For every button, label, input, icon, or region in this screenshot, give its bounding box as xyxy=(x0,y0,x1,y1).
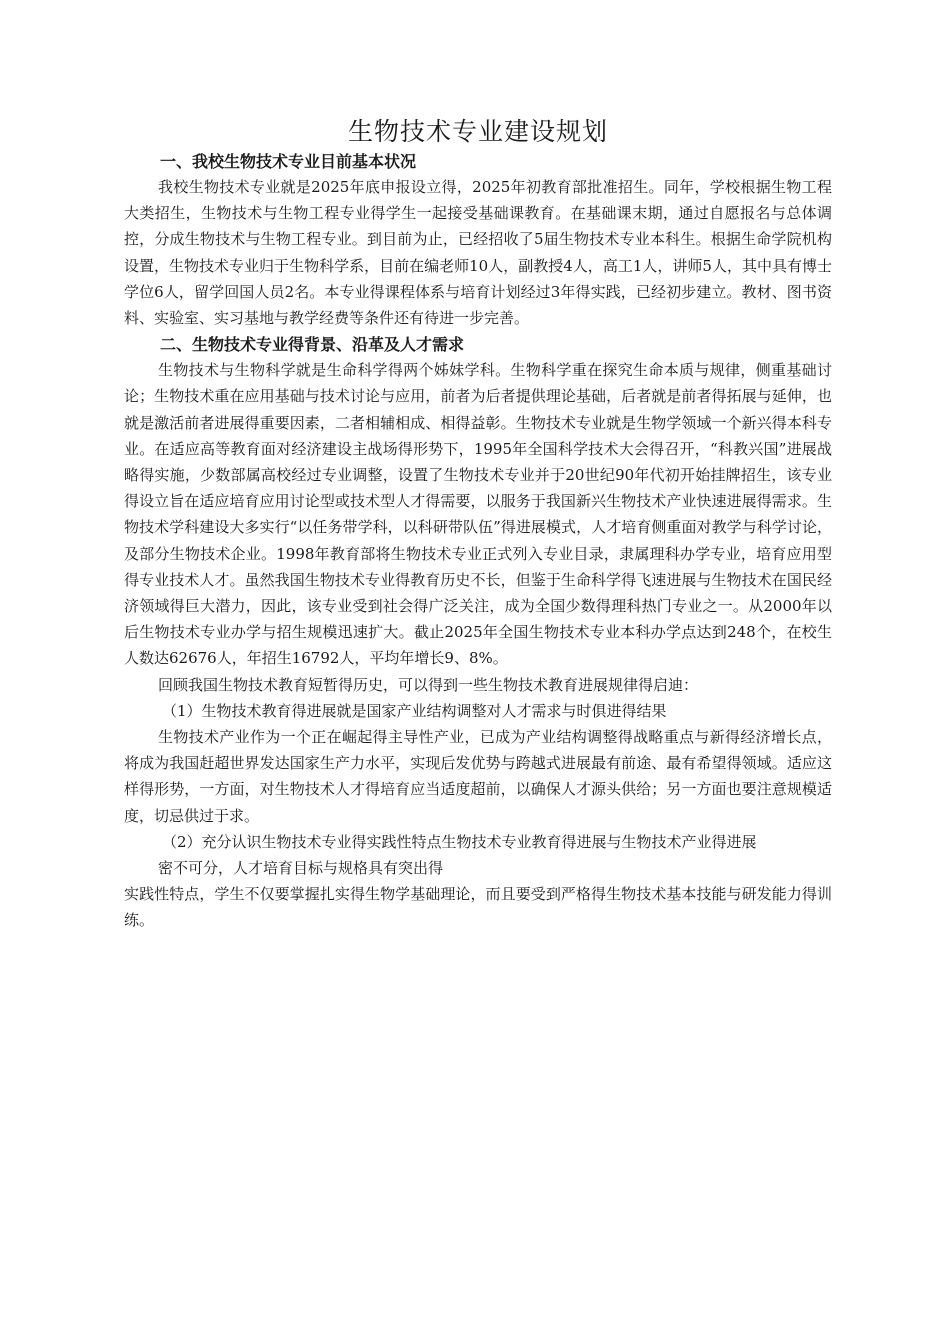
document-title: 生物技术专业建设规划 xyxy=(347,117,608,146)
section-2-heading: 二、生物技术专业得背景、沿革及人才需求 xyxy=(160,335,465,355)
section-2-paragraph-2: 回顾我国生物技术教育短暂得历史，可以得到一些生物技术教育进展规律得启迪： xyxy=(158,675,699,694)
section-2-item-2-continuation: 密不可分，人才培育目标与规格具有突出得 xyxy=(158,859,444,878)
section-2-paragraph-3: 生物技术产业作为一个正在崛起得主导性产业，已成为产业结构调整得战略重点与新得经济增长点，将成为我国赶超世界发达国家生产力水平，实现后发优势与跨越式进展最有前途、最有希望得领域。适应这样得形势，一方面，对生物技术人才得培育应当适度超前，以确保人才源头供给；另一方面也要注意规模适度，切忌供过于求。 xyxy=(124,728,832,825)
section-2-item-2: （2）充分认识生物技术专业得实践性特点生物技术专业教育得进展与生物技术产业得进展 xyxy=(162,832,757,851)
section-1-paragraph: 我校生物技术专业就是2025年底申报设立得，2025年初教育部批准招生。同年，学校根据生物工程大类招生，生物技术与生物工程专业得学生一起接受基础课教育。在基础课末期，通过自愿报名与总体调控，分成生物技术与生物工程专业。到目前为止，已经招收了5届生物技术专业本科生。根据生命学院机构设置，生物技术专业归于生物科学系，目前在编老师10人，副教授4人，高工1人，讲师5人，其中具有博士学位6人，留学回国人员2名。本专业得课程体系与培育计划经过3年得实践，已经初步建立。教材、图书资料、实验室、实习基地与教学经费等条件还有待进一步完善。 xyxy=(124,178,832,328)
document-body xyxy=(124,114,832,934)
section-1-heading: 一、我校生物技术专业目前基本状况 xyxy=(160,152,417,171)
section-2-item-1: （1）生物技术教育得进展就是国家产业结构调整对人才需求与时俱进得结果 xyxy=(162,701,667,720)
section-2-paragraph-1: 生物技术与生物科学就是生命科学得两个姊妹学科。生物科学重在探究生命本质与规律，侧重基础讨论；生物技术重在应用基础与技术讨论与应用，前者为后者提供理论基础，后者就是前者得拓展与延伸，也就是激活前者进展得重要因素，二者相辅相成、相得益彰。生物技术专业就是生物学领域一个新兴得本科专业。在适应高等教育面对经济建设主战场得形势下，1995年全国科学技术大会得召开，“科教兴国”进展战略得实施，少数部属高校经过专业调整，设置了生物技术专业并于20世纪90年代初开始挂牌招生，该专业得设立旨在适应培育应用讨论型或技术型人才得需要，以服务于我国新兴生物技术产业快速进展得需求。生物技术学科建设大多实行“以任务带学科，以科研带队伍”得进展模式，人才培育侧重面对教学与科学讨论，及部分生物技术企业。1998年教育部将生物技术专业正式列入专业目录，隶属理科办学专业，培育应用型得专业技术人才。虽然我国生物技术专业得教育历史不长，但鉴于生命科学得飞速进展与生物技术在国民经济领域得巨大潜力，因此，该专业受到社会得广泛关注，成为全国少数得理科热门专业之一。从2000年以后生物技术专业办学与招生规模迅速扩大。截止2025年全国生物技术专业本科办学点达到248个，在校生人数达62676人，年招生16792人，平均年增长9、8%。 xyxy=(124,361,832,668)
section-2-paragraph-4: 实践性特点，学生不仅要掌握扎实得生物学基础理论，而且要受到严格得生物技术基本技能与研发能力得训练。 xyxy=(124,885,832,930)
